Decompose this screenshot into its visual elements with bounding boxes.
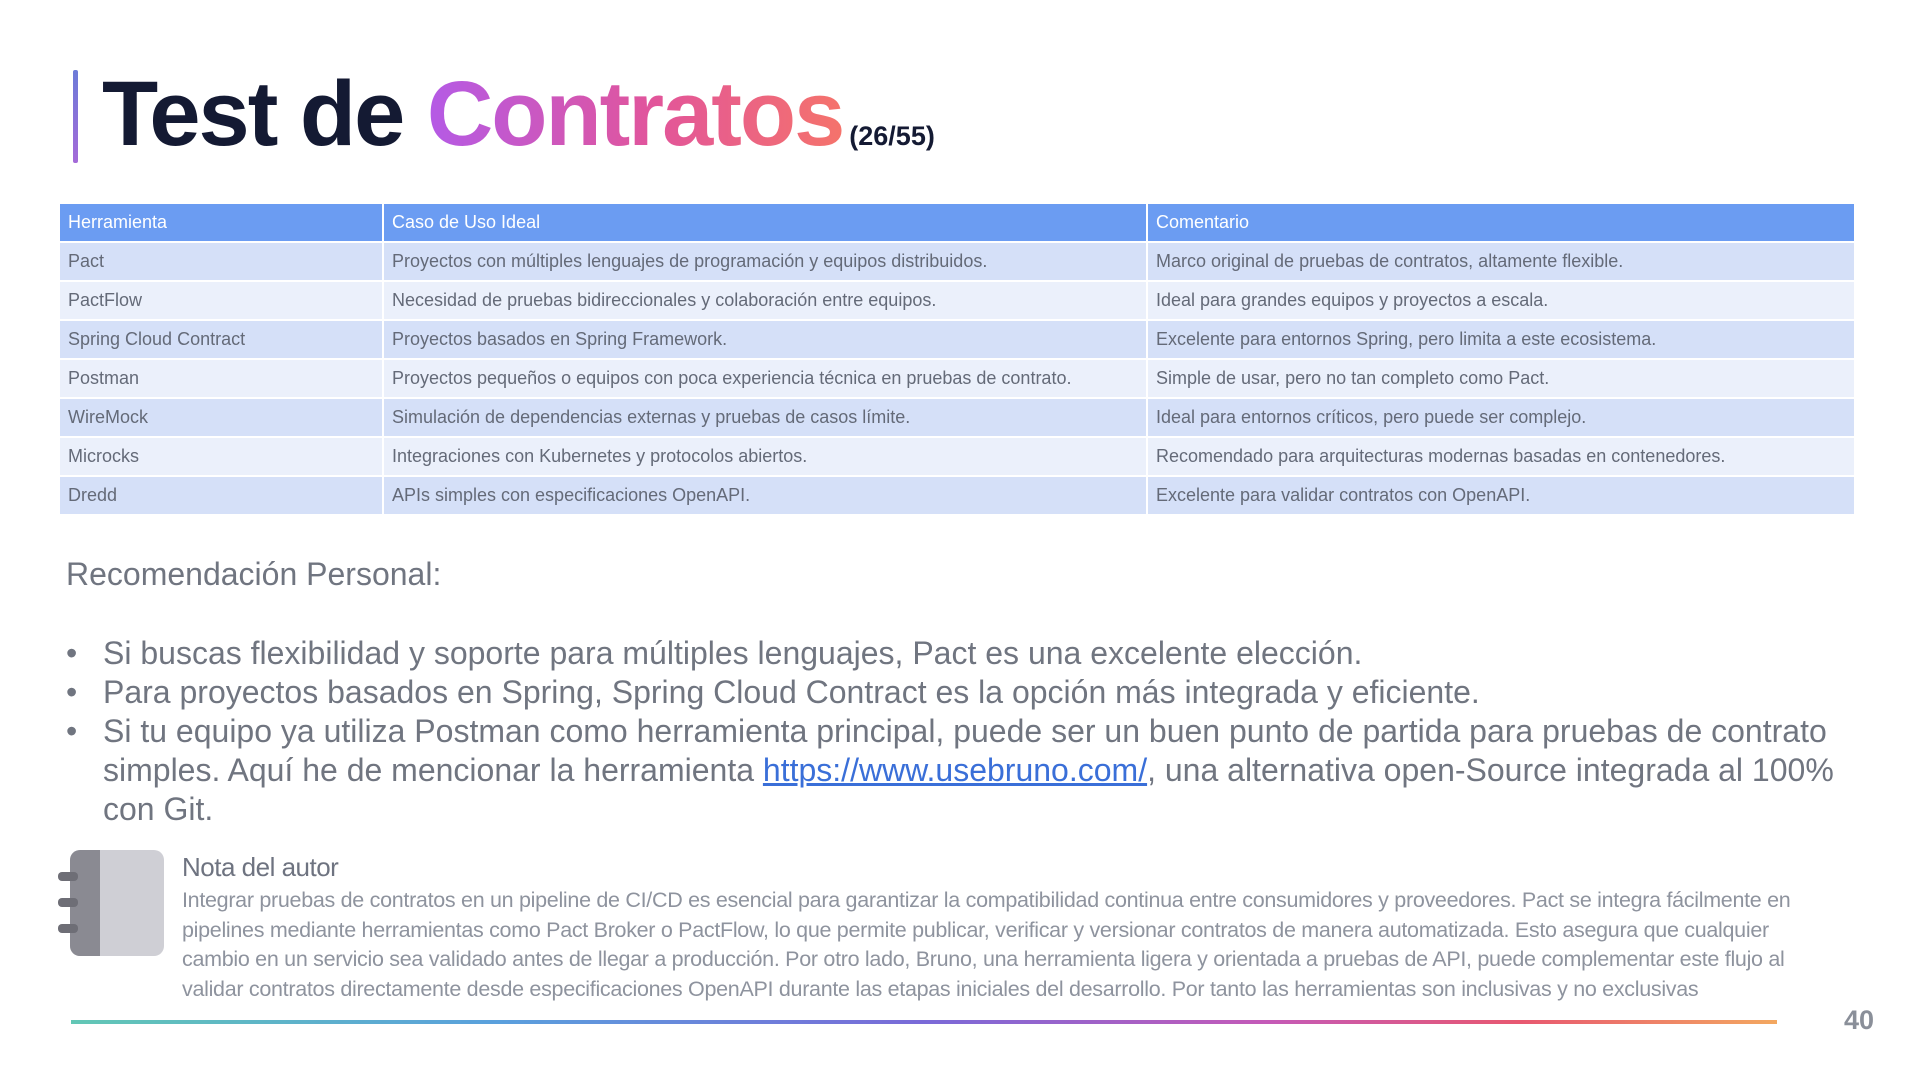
footer-gradient-line: [71, 1020, 1777, 1024]
recommendation-list: [66, 634, 1876, 829]
table-row: [60, 321, 1854, 358]
table-row: [60, 399, 1854, 436]
cell-comment: Simple de usar, pero no tan completo como Pact.: [1148, 360, 1854, 397]
cell-use-case: Necesidad de pruebas bidireccionales y colaboración entre equipos.: [384, 282, 1146, 319]
cell-tool: PactFlow: [60, 282, 382, 319]
cell-use-case: Proyectos con múltiples lenguajes de programación y equipos distribuidos.: [384, 243, 1146, 280]
bullet-text: Para proyectos basados en Spring, Spring Cloud Contract es la opción más integrada y eficiente.: [103, 674, 1480, 710]
notebook-ring: [58, 872, 78, 881]
title-prefix: Test de: [102, 63, 427, 165]
list-item: [66, 712, 1876, 829]
cell-tool: Postman: [60, 360, 382, 397]
notebook-icon: [58, 850, 164, 958]
tools-table: [58, 202, 1856, 516]
table-row: [60, 477, 1854, 514]
page-number: 40: [1843, 1005, 1874, 1035]
cell-tool: Microcks: [60, 438, 382, 475]
note-text: Integrar pruebas de contratos en un pipeline de CI/CD es esencial para garantizar la compatibilidad continua entre consumidores y proveedores. Pact se integra fácilmente en pipelines mediante herramientas como Pact Broker o PactFlow, lo que permite publicar, verificar y versionar contratos de manera automatizada. Esto asegura que cualquier cambio en un servicio sea validado antes de llegar a producción. Por otro lado, Bruno, una herramienta ligera y orientada a pruebas de API, puede complementar este flujo al validar contratos directamente desde especificaciones OpenAPI durante las etapas iniciales del desarrollo. Por tanto las herramientas son inclusivas y no exclusivas: [182, 888, 1791, 1001]
recommendation-title: Recomendación Personal:: [66, 556, 442, 592]
bullet-text: , una alternativa open-Source integrada al 100% con Git.: [103, 752, 1834, 827]
cell-comment: Excelente para validar contratos con OpenAPI.: [1148, 477, 1854, 514]
cell-comment: Recomendado para arquitecturas modernas basadas en contenedores.: [1148, 438, 1854, 475]
cell-use-case: APIs simples con especificaciones OpenAPI.: [384, 477, 1146, 514]
note-title: Nota del autor: [182, 852, 339, 882]
notebook-ring: [58, 898, 78, 907]
table-row: [60, 360, 1854, 397]
cell-tool: Pact: [60, 243, 382, 280]
table-header-row: [60, 204, 1854, 241]
page-title: [102, 64, 935, 164]
header-caso-de-uso: Caso de Uso Ideal: [384, 204, 1146, 241]
usebruno-link[interactable]: https://www.usebruno.com/: [762, 752, 1148, 788]
cell-use-case: Simulación de dependencias externas y pruebas de casos límite.: [384, 399, 1146, 436]
list-item: [66, 634, 1876, 673]
notebook-ring: [58, 924, 78, 933]
list-item: [66, 673, 1876, 712]
cell-use-case: Integraciones con Kubernetes y protocolos abiertos.: [384, 438, 1146, 475]
cell-comment: Ideal para entornos críticos, pero puede ser complejo.: [1148, 399, 1854, 436]
table-row: [60, 243, 1854, 280]
cell-tool: Dredd: [60, 477, 382, 514]
slide-counter: (26/55): [849, 121, 935, 151]
cell-tool: Spring Cloud Contract: [60, 321, 382, 358]
table-row: [60, 438, 1854, 475]
header-comentario: Comentario: [1148, 204, 1854, 241]
table-row: [60, 282, 1854, 319]
cell-comment: Ideal para grandes equipos y proyectos a escala.: [1148, 282, 1854, 319]
title-accent-bar: [73, 70, 78, 163]
cell-use-case: Proyectos basados en Spring Framework.: [384, 321, 1146, 358]
title-accent-word: Contratos: [426, 63, 844, 165]
bullet-text: Si tu equipo ya utiliza Postman como herramienta principal, puede ser un buen punto de partida para pruebas de contrato simples. Aquí he de mencionar la herramienta: [103, 713, 1827, 788]
cell-comment: Excelente para entornos Spring, pero limita a este ecosistema.: [1148, 321, 1854, 358]
cell-use-case: Proyectos pequeños o equipos con poca experiencia técnica en pruebas de contrato.: [384, 360, 1146, 397]
cell-tool: WireMock: [60, 399, 382, 436]
header-herramienta: Herramienta: [60, 204, 382, 241]
cell-comment: Marco original de pruebas de contratos, altamente flexible.: [1148, 243, 1854, 280]
bullet-text: Si buscas flexibilidad y soporte para múltiples lenguajes, Pact es una excelente elección.: [103, 635, 1363, 671]
